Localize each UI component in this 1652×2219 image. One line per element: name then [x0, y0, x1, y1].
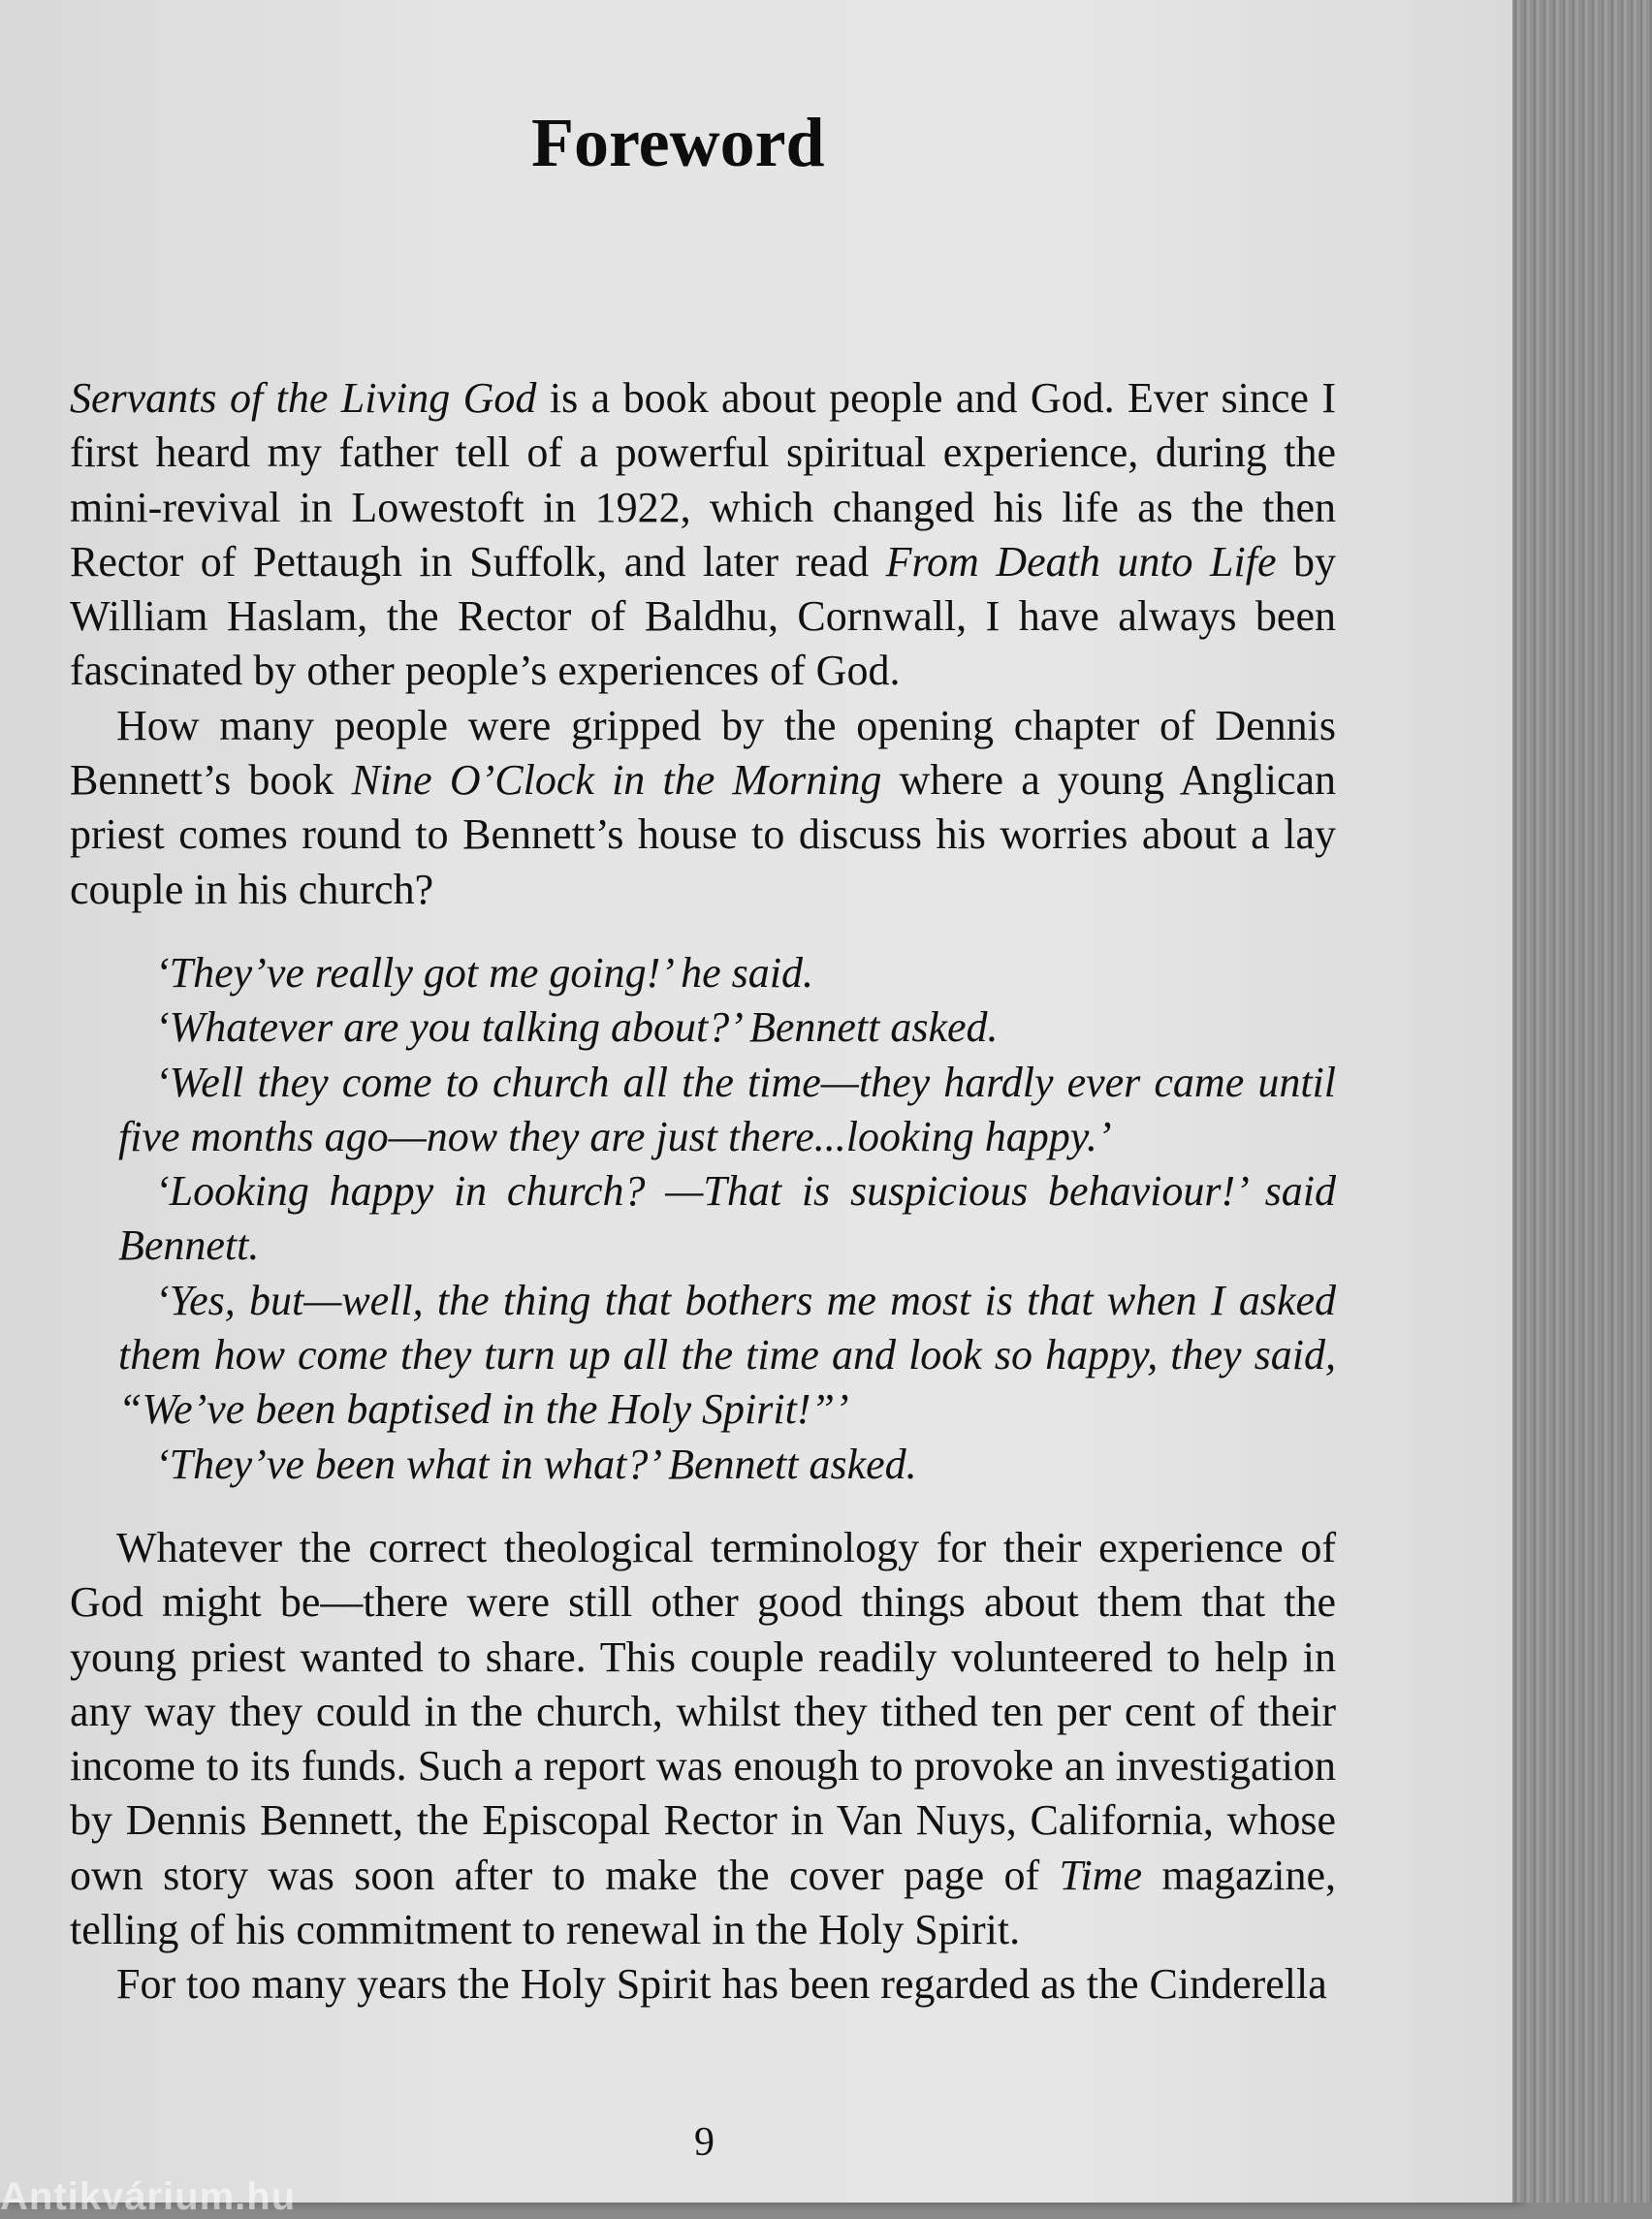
paragraph-2-text-end: where a young Anglican priest comes round to Bennett’s house to discuss his worries about a lay couple in his church? — [70, 756, 1337, 913]
book-title-3: Nine O’Clock in the Morning — [351, 756, 882, 805]
paragraph-3-text: Whatever the correct theological terminology for their experience of God might be—there were still other good things about them that the young priest wanted to share. This couple readily volunteered to help in any way they could in the church, whilst they tithed ten per cent of their income to its funds. Such a report was enough to provoke an investigation by Dennis Bennett, the Episcopal Rector in Van Nuys, California, whose own story was soon after to make the cover page of — [70, 1523, 1336, 1899]
quote-line: ‘They’ve really got me going!’ he said. — [155, 948, 813, 997]
paragraph-1-text-end: by William Haslam, the Rector of Baldhu, Cornwall, I have always been fascinated by other people’s experiences of God. — [70, 537, 1336, 695]
dialogue-quote — [118, 946, 1336, 1492]
page-edges — [1512, 0, 1652, 2203]
magazine-title: Time — [1059, 1851, 1143, 1899]
paragraph-2 — [70, 699, 1336, 917]
quote-line: ‘Whatever are you talking about?’ Bennett asked. — [155, 1003, 999, 1052]
paragraph-3-text-end: magazine, telling of his commitment to renewal in the Holy Spirit. — [70, 1851, 1336, 1954]
quote-line: ‘Looking happy in church? —That is suspicious behaviour!’ said Bennett. — [118, 1167, 1336, 1270]
paragraph-3 — [70, 1521, 1336, 1957]
page-title: Foreword — [531, 104, 825, 181]
body-text — [70, 371, 1336, 2013]
quote-line: ‘Yes, but—well, the thing that bothers me most is that when I asked them how come they turn up all the time and look so happy, they said, “We’ve been baptised in the Holy Spirit!”’ — [118, 1276, 1336, 1434]
paragraph-1-text: is a book about people and God. Ever since I first heard my father tell of a powerful spiritual experience, during the mini-revival in Lowestoft in 1922, which changed his life as the then Rector of Pettaugh in Suffolk, and later read — [70, 374, 1337, 586]
quote-line: ‘Well they come to church all the time—they hardly ever came until five months ago—now they are just there...looking happy.’ — [118, 1058, 1336, 1160]
paragraph-4: For too many years the Holy Spirit has been regarded as the Cinderella — [116, 1960, 1327, 2009]
quote-line: ‘They’ve been what in what?’ Bennett asked. — [155, 1440, 917, 1488]
page-number: 9 — [694, 2120, 715, 2165]
book-title-2: From Death unto Life — [885, 537, 1277, 586]
paragraph-1 — [70, 371, 1336, 699]
book-title: Servants of the Living God — [70, 374, 537, 422]
paragraph-2-text: How many people were gripped by the opening chapter of Dennis Bennett’s book — [70, 701, 1336, 805]
watermark: Antikvárium.hu — [0, 2175, 297, 2218]
